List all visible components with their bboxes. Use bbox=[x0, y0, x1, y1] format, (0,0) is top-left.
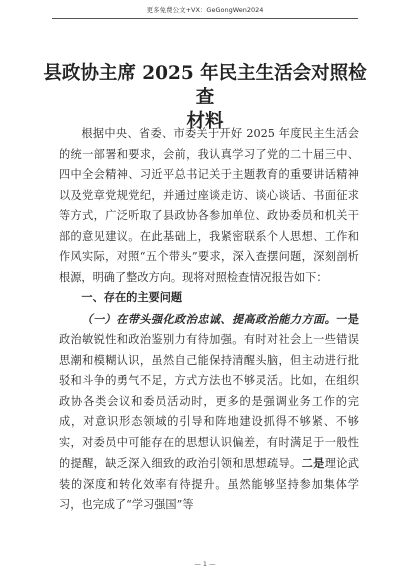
item-1-heading: （一）在带头强化政治忠诚、提高政治能力方面。 bbox=[81, 311, 337, 326]
title-line-1: 县政协主席 2025 年民主生活会对照检查 bbox=[43, 63, 367, 108]
title-line-2: 材料 bbox=[186, 111, 224, 132]
item-1-label-2: 二是 bbox=[301, 456, 325, 470]
item-1-text-1: 政治敏锐性和政治鉴别力有待加强。有时对社会上一些错误思潮和模糊认识，虽然自己能保持清醒头脑，但主动进行批驳和斗争的勇气不足，方式方法也不够灵活。比如，在组织政协各类会议和委员活动时，更多的是强调业务工作的完成，对意识形态领域的引导和阵地建设抓得不够紧、不够实，对委员中可能存在的思想认识偏差，有时满足于一般性的提醒，缺乏深入细致的政治引领和思想疏导。 bbox=[59, 333, 359, 470]
item-1-paragraph bbox=[59, 309, 359, 516]
item-1-label-1: 一是 bbox=[336, 311, 359, 326]
item-1-text-2: 理论武装的深度和转化效率有待提升。虽然能够坚持参加集体学习，也完成了“学习强国”等 bbox=[59, 457, 359, 511]
header-banner: 更多免费公文+VX：GeGongWen2024 bbox=[146, 6, 264, 14]
intro-paragraph: 根据中央、省委、市委关于开好 2025 年度民主生活会的统一部署和要求，会前，我认真学习了党的二十届三中、四中全会精神、习近平总书记关于主题教育的重要讲话精神以及党章党规党纪，并通过座谈走访、谈心谈话、书面征求等方式，广泛听取了县政协各参加单位、政协委员和机关干部的意见建议。在此基础上，我紧密联系个人思想、工作和作风实际，对照“五个带头”要求，深入查摆问题，深刻剖析根源，明确了整改方向。现将对照检查情况报告如下： bbox=[59, 127, 359, 284]
document-body bbox=[59, 124, 359, 516]
header-divider bbox=[52, 18, 358, 19]
section-heading-problems: 一、存在的主要问题 bbox=[81, 291, 183, 304]
page-number: — 1 — bbox=[194, 560, 216, 568]
